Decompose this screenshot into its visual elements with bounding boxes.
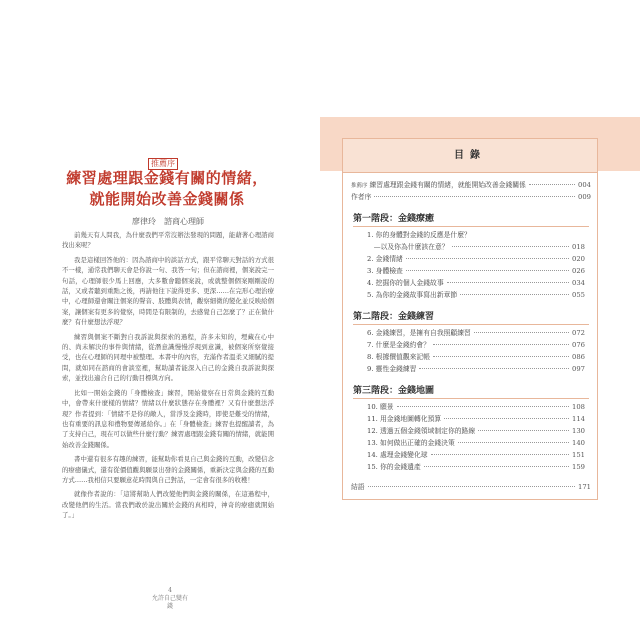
toc-label: 7. 什麼是金錢約會？ <box>367 341 431 349</box>
paragraph: 我是這樣回答他的：因為諮商中的談話方式，跟平常聊天對話的方式很不一樣，通常我們聊天會是你說一句、我答一句；但在諮商裡，個案說完一句話，心理師很少馬上回應，大多數會聽個案說，或就整個個案剛剛說的話，又或者聽到重點之後，再請他往下說得更多、更深……在完形心理治療中，心理師還會關注個案的聲音、肢體與表情，觀察細微的變化並反映給個案，讓個案有更多的覺察，時間是有限制的，去感覺自己怎麼了？正在做什麼？有什麼想法浮現？ <box>62 255 274 327</box>
toc-entry[interactable] <box>367 231 585 240</box>
toc-page: 055 <box>572 291 585 299</box>
preface-tag: 推薦序 <box>351 183 368 189</box>
leader-dots <box>368 486 575 487</box>
stage-3-heading: 第三階段：金錢地圖 <box>353 386 435 396</box>
toc-label: 12. 透過五個金錢領域制定你的路線 <box>367 427 476 435</box>
toc-label: 15. 你的金錢遺產 <box>367 463 421 471</box>
toc-page: 151 <box>572 451 585 459</box>
toc-entry-preface[interactable] <box>351 181 591 191</box>
toc-entry-epilogue[interactable] <box>351 483 591 492</box>
toc-page: 004 <box>578 181 591 189</box>
leader-dots <box>447 282 569 283</box>
toc-page: 072 <box>572 329 585 337</box>
preface-body <box>62 230 274 525</box>
paragraph: 練習與個案不斷對自我訴說與探索的過程，許多未知的，埋藏在心中的、尚未解決的事件與情緒，從潛意識慢慢浮現到意識，被個案所察覺接受，也在心理師的同理中被整理。本書中的內容，充滿作者溫柔又細膩的提問，就如同在諮商的會談室裡，幫助讀者能深入自己的金錢自我訴說與探索，並找出適合自己的行動目標與方向。 <box>62 332 274 383</box>
toc-panel <box>342 138 598 500</box>
toc-entry[interactable] <box>367 403 585 412</box>
toc-entry[interactable] <box>367 365 585 374</box>
toc-entry[interactable] <box>367 329 585 338</box>
toc-entry[interactable] <box>367 243 585 252</box>
toc-label: 結語 <box>351 483 365 491</box>
toc-label: 14. 處理金錢變化球 <box>367 451 428 459</box>
divider <box>353 226 589 227</box>
paragraph: 前幾天有人問我，為什麼我們平常沒辦法發現的問題，能藉著心理諮商找出來呢？ <box>62 231 274 250</box>
toc-label: 13. 如何做出正確的金錢決策 <box>367 439 455 447</box>
paragraph: 就像作者說的：「這將幫助人們改變他們與金錢的關係，在這過程中，改變他們的生活。當我們敢於說出關於金錢的真相時，神奇的療癒就開始了。」 <box>62 490 274 520</box>
toc-label: 3. 身體檢查 <box>367 267 403 275</box>
leader-dots <box>406 258 569 259</box>
toc-page: 114 <box>572 415 585 423</box>
toc-entry[interactable] <box>367 451 585 460</box>
toc-label: 10. 願景 <box>367 403 394 411</box>
toc-page: 009 <box>578 193 591 201</box>
toc-page: 018 <box>572 243 585 251</box>
divider <box>353 324 589 325</box>
leader-dots <box>374 196 575 197</box>
page-number: 4 <box>168 587 172 594</box>
toc-entry[interactable] <box>367 353 585 362</box>
preface-title <box>62 168 272 210</box>
stage-2-heading: 第二階段：金錢練習 <box>353 312 435 322</box>
paragraph: 比如一開始金錢的「身體檢查」練習，開始覺察在日常與金錢的互動中，會帶來什麼樣的情緒？情緒以什麼狀態存在身體裡？又有什麼想法浮現？作者提到：「情緒不是你的敵人，當淨及金錢時，即使是難受的情緒，也有重要的訊息和禮物要傳遞給你。」在「身體檢查」練習也提醒讀者，為了支持自己，現在可以做些什麼行動？練習處理跟金錢有關的情緒，就能開始改善金錢關係。 <box>62 388 274 449</box>
leader-dots <box>433 356 569 357</box>
toc-entry[interactable] <box>367 439 585 448</box>
leader-dots <box>431 454 569 455</box>
toc-label: 1. 你的身體對金錢的反應是什麼？ <box>367 231 471 239</box>
toc-label: 6. 金錢練習，是擁有自我照顧練習 <box>367 329 471 337</box>
toc-page: 034 <box>572 279 585 287</box>
leader-dots <box>444 418 569 419</box>
divider <box>353 398 589 399</box>
toc-entry[interactable] <box>367 291 585 300</box>
stage-1-heading: 第一階段：金錢療癒 <box>353 214 435 224</box>
right-page <box>320 0 640 640</box>
toc-label: 11. 用金錢地圖轉化預算 <box>367 415 442 423</box>
toc-entry[interactable] <box>367 255 585 264</box>
toc-entry[interactable] <box>367 463 585 472</box>
leader-dots <box>424 466 569 467</box>
toc-entry[interactable] <box>367 427 585 436</box>
toc-entry[interactable] <box>367 279 585 288</box>
toc-page: 026 <box>572 267 585 275</box>
toc-page: 140 <box>572 439 585 447</box>
toc-entry-author-preface[interactable] <box>351 193 591 202</box>
toc-label: 5. 為你的金錢故事寫出新章節 <box>367 291 458 299</box>
toc-label: —以及你為什麼該在意？ <box>367 243 449 251</box>
leader-dots <box>478 430 569 431</box>
toc-label: 2. 金錢情緒 <box>367 255 403 263</box>
leader-dots <box>460 294 569 295</box>
toc-label: 作者序 <box>351 193 372 201</box>
byline: 廖律玲 諮商心理師 <box>132 217 204 226</box>
title-line-2: 就能開始改善金錢關係 <box>89 190 245 208</box>
leader-dots <box>419 368 569 369</box>
toc-page: 086 <box>572 353 585 361</box>
leader-dots <box>529 184 575 185</box>
toc-entry[interactable] <box>367 267 585 276</box>
page-folio <box>150 587 190 611</box>
leader-dots <box>452 246 569 247</box>
leader-dots <box>433 344 569 345</box>
paragraph: 書中還有很多有趣的練習，能幫助你看見自己與金錢的互動，改變信念的療癒儀式，還有從價值觀與願景出發的金錢關係，重新決定與金錢的互動方式……我相信只要願意花時間與自己對話，一定會有很多的收穫！ <box>62 455 274 484</box>
toc-heading: 目錄 <box>343 139 597 173</box>
toc-label: 9. 靈性金錢練習 <box>367 365 417 373</box>
toc-page: 097 <box>572 365 585 373</box>
toc-page: 020 <box>572 255 585 263</box>
toc-page: 159 <box>572 463 585 471</box>
leader-dots <box>397 406 569 407</box>
leader-dots <box>474 332 569 333</box>
toc-page: 171 <box>578 483 591 491</box>
running-title: 允許自己變有錢 <box>151 595 188 610</box>
preface-badge: 推薦序 <box>148 158 178 170</box>
leader-dots <box>458 442 569 443</box>
toc-label: 8. 根據價值觀來記帳 <box>367 353 431 361</box>
title-line-1: 練習處理跟金錢有關的情緒， <box>66 169 268 187</box>
toc-page: 130 <box>572 427 585 435</box>
toc-entry[interactable] <box>367 415 585 424</box>
toc-label: 4. 挖掘你的個人金錢故事 <box>367 279 444 287</box>
toc-page: 108 <box>572 403 585 411</box>
toc-label: 練習處理跟金錢有關的情緒，就能開始改善金錢關係 <box>369 181 526 189</box>
leader-dots <box>406 270 569 271</box>
toc-entry[interactable] <box>367 341 585 350</box>
toc-page: 076 <box>572 341 585 349</box>
